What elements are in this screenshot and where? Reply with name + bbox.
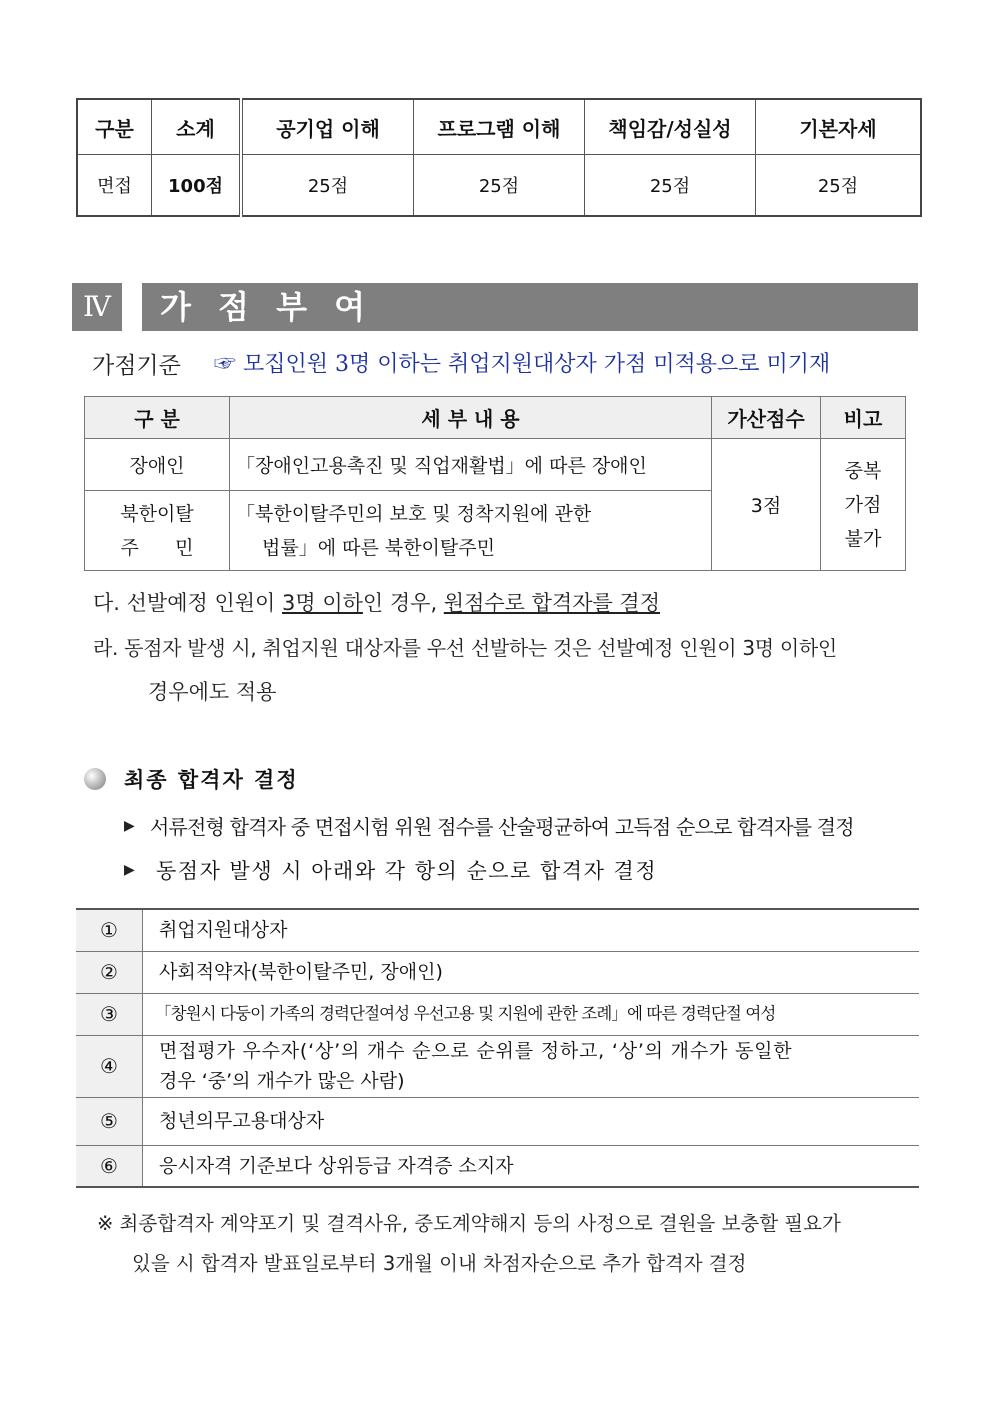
bonus-row: [85, 439, 906, 491]
score-cell-attitude: 25점: [756, 155, 922, 217]
priority-text-line: 면접평가 우수자(‘상’의 개수 순으로 순위를 정하고, ‘상’의 개수가 동일한: [159, 1040, 793, 1062]
bonus-header-detail: 세 부 내 용: [230, 397, 712, 439]
paragraph-da-mid: 인 경우,: [362, 591, 444, 615]
score-cell-public: 25점: [241, 155, 414, 217]
bonus-header-points: 가산점수: [712, 397, 821, 439]
final-title: 최종 합격자 결정: [124, 768, 299, 792]
bonus-note: [821, 439, 906, 571]
bonus-table: [84, 396, 906, 571]
score-header-subtotal: 소계: [152, 99, 242, 155]
bonus-header-note: 비고: [821, 397, 906, 439]
score-header-row: [77, 99, 921, 155]
score-header-program: 프로그램 이해: [414, 99, 585, 155]
priority-number: ②: [76, 951, 143, 993]
bonus-category: [85, 491, 230, 571]
priority-text: 취업지원대상자: [143, 909, 920, 951]
paragraph-ra-line-2: 경우에도 적용: [148, 680, 277, 704]
priority-table: [76, 908, 919, 1188]
priority-row: [76, 951, 919, 993]
score-row: [77, 155, 921, 217]
criteria-label: 가점기준: [92, 353, 181, 379]
priority-text-line: 경우 ‘중’의 개수가 많은 사람): [159, 1070, 405, 1092]
bonus-note-line: 불가: [844, 527, 882, 550]
score-header-public: 공기업 이해: [241, 99, 414, 155]
priority-text: 「창원시 다둥이 가족의 경력단절여성 우선고용 및 지원에 관한 조례」에 따른 경력단절 여성: [143, 993, 920, 1035]
bonus-header-row: [85, 397, 906, 439]
priority-number: ③: [76, 993, 143, 1035]
bonus-category: 장애인: [85, 439, 230, 491]
triangle-right-icon: ▶: [124, 818, 135, 834]
paragraph-ra-line-1: 라. 동점자 발생 시, 취업지원 대상자를 우선 선발하는 것은 선발예정 인원이 3명 이하인: [93, 636, 837, 660]
score-header-attitude: 기본자세: [756, 99, 922, 155]
footnote-line-1: ※ 최종합격자 계약포기 및 결격사유, 중도계약해지 등의 사정으로 결원을 보충할 필요가: [97, 1212, 841, 1235]
score-header-category: 구분: [77, 99, 152, 155]
bonus-detail-line: 「북한이탈주민의 보호 및 정착지원에 관한: [236, 502, 592, 525]
priority-number: ⑥: [76, 1145, 143, 1187]
priority-text: 사회적약자(북한이탈주민, 장애인): [143, 951, 920, 993]
score-cell-category: 면접: [77, 155, 152, 217]
score-header-responsibility: 책임감/성실성: [585, 99, 756, 155]
priority-row: [76, 1035, 919, 1097]
priority-number: ④: [76, 1035, 143, 1097]
priority-number: ⑤: [76, 1097, 143, 1145]
final-bullet-1: 서류전형 합격자 중 면접시험 위원 점수를 산술평균하여 고득점 순으로 합격자를 결정: [150, 815, 854, 839]
bonus-note-line: 중복: [844, 459, 882, 482]
score-cell-responsibility: 25점: [585, 155, 756, 217]
priority-row: [76, 993, 919, 1035]
bonus-category-line: 북한이탈: [120, 502, 194, 525]
bonus-note-line: 가점: [844, 493, 882, 516]
priority-text: 청년의무고용대상자: [143, 1097, 920, 1145]
score-cell-program: 25점: [414, 155, 585, 217]
footnote-line-2: 있을 시 합격자 발표일로부터 3개월 이내 차점자순으로 추가 합격자 결정: [132, 1252, 747, 1275]
final-bullet-2: 동점자 발생 시 아래와 각 항의 순으로 합격자 결정: [156, 859, 658, 883]
bonus-points: 3점: [712, 439, 821, 571]
paragraph-da-prefix: 다. 선발예정 인원이: [93, 591, 282, 615]
criteria-note: ☞ 모집인원 3명 이하는 취업지원대상자 가점 미적용으로 미기재: [214, 352, 831, 377]
priority-row: [76, 1097, 919, 1145]
score-table: [76, 98, 922, 217]
section-title: 가 점 부 여: [142, 283, 918, 331]
triangle-right-icon: ▶: [124, 862, 135, 878]
priority-number: ①: [76, 909, 143, 951]
sphere-bullet-icon: [84, 768, 106, 790]
score-cell-subtotal: 100점: [152, 155, 242, 217]
paragraph-da-underline-1: 3명 이하: [282, 591, 363, 615]
bonus-detail: [230, 491, 712, 571]
paragraph-da-underline-2: 원점수로 합격자를 결정: [443, 591, 661, 615]
bonus-header-category: 구 분: [85, 397, 230, 439]
bonus-category-line: 주 민: [120, 536, 194, 559]
priority-text: 응시자격 기준보다 상위등급 자격증 소지자: [143, 1145, 920, 1187]
priority-row: [76, 1145, 919, 1187]
bonus-detail: 「장애인고용촉진 및 직업재활법」에 따른 장애인: [230, 439, 712, 491]
priority-row: [76, 909, 919, 951]
priority-text: [143, 1035, 920, 1097]
paragraph-da: [93, 588, 660, 618]
bonus-detail-line: 법률」에 따른 북한이탈주민: [262, 536, 495, 559]
section-number: Ⅳ: [72, 283, 122, 331]
